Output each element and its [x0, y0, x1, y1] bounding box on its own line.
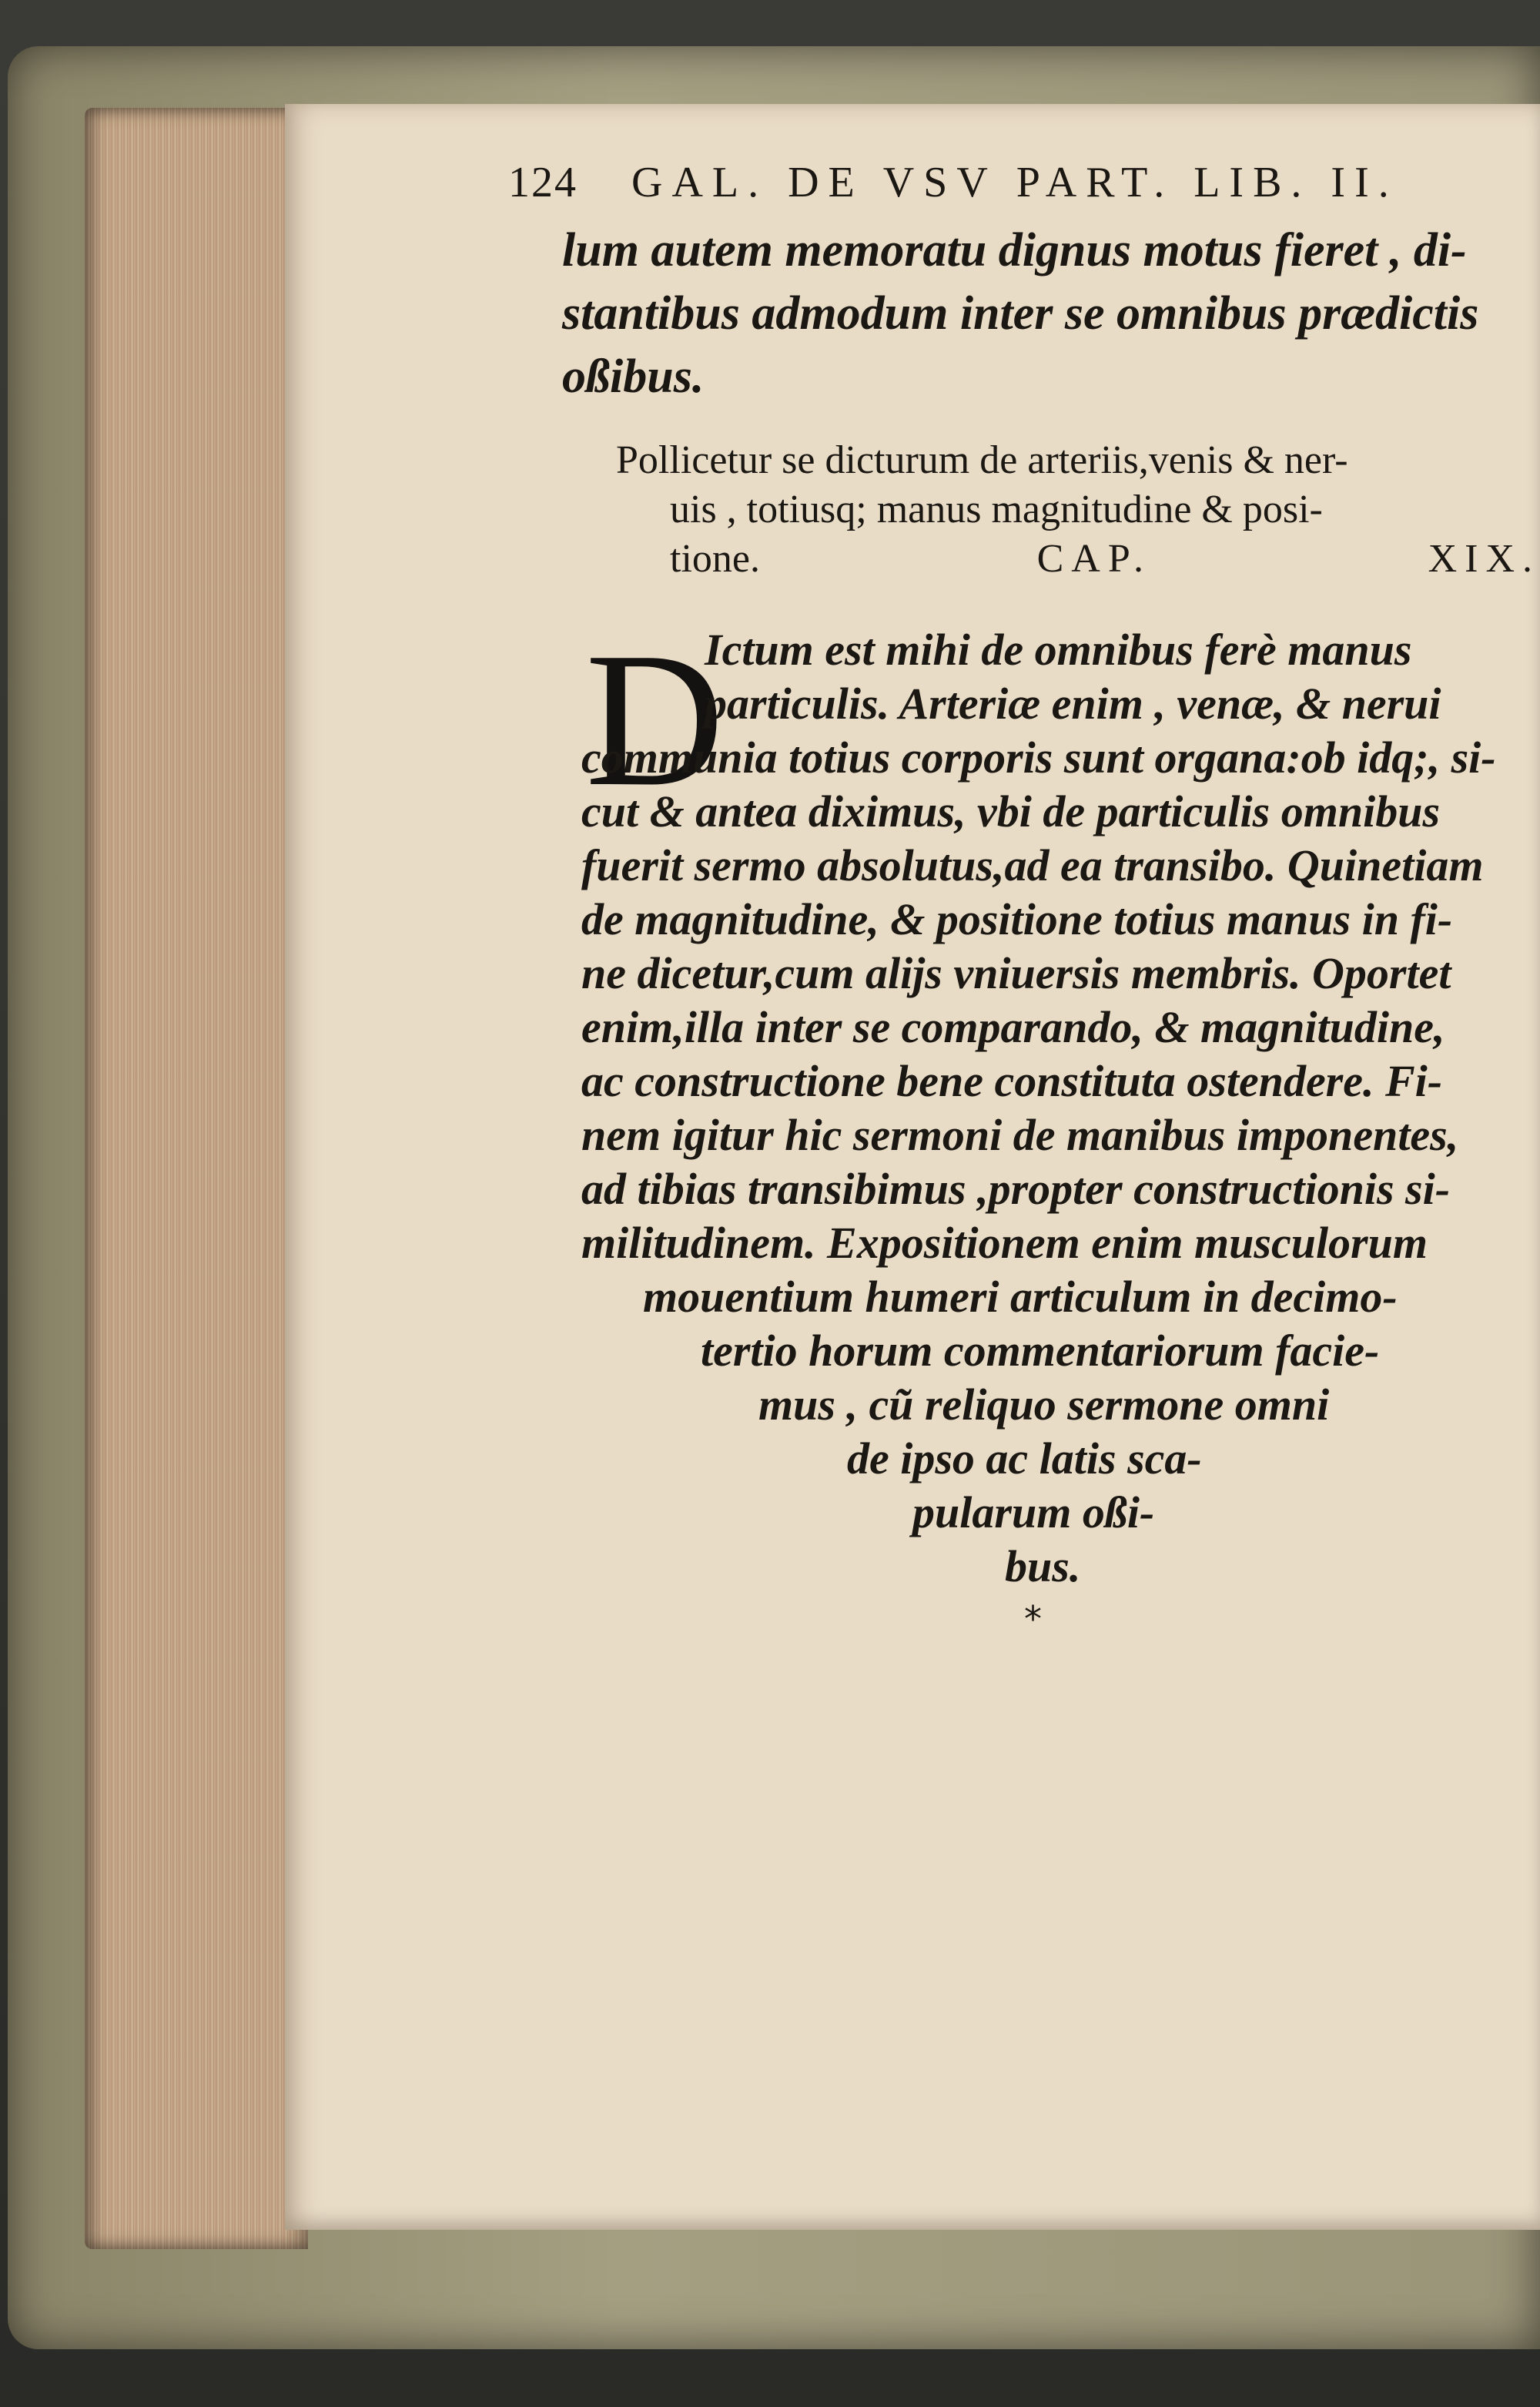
body-line: Ictum est mihi de omnibus ferè manus — [705, 625, 1412, 675]
running-title: GAL. DE VSV PART. LIB. II. — [631, 159, 1398, 206]
body-line: militudinem. Expositionem enim musculorum — [581, 1218, 1428, 1268]
body-line: ne dicetur,cum alijs vniuersis membris. Oportet — [581, 948, 1451, 998]
body-line: particulis. Arteriæ enim , venæ, & nerui — [705, 679, 1441, 729]
page-number: 124 — [508, 159, 578, 206]
body-line: mus , cũ reliquo sermone omni — [758, 1379, 1330, 1430]
end-ornament: * — [1024, 1598, 1042, 1640]
summary-last-line — [670, 536, 1540, 582]
intro-line: stantibus admodum inter se omnibus prædictis — [562, 287, 1479, 340]
body-line: cut & antea diximus, vbi de particulis omnibus — [581, 786, 1441, 836]
body-line: pularum oßi- — [912, 1487, 1155, 1537]
body-line: tertio horum commentariorum facie- — [701, 1326, 1380, 1376]
chapter-label: CAP. — [1036, 537, 1151, 581]
summary-line: uis , totiusq; manus magnitudine & posi- — [670, 488, 1323, 531]
body-line: communia totius corporis sunt organa:ob idq;, si- — [581, 732, 1496, 783]
running-header — [508, 158, 1398, 207]
body-line: de magnitudine, & positione totius manus in fi- — [581, 894, 1453, 944]
summary-line-end: tione. — [670, 537, 760, 581]
intro-line: oßibus. — [562, 350, 705, 403]
body-line: nem igitur hic sermoni de manibus imponentes, — [581, 1110, 1459, 1160]
body-line: enim,illa inter se comparando, & magnitudine, — [581, 1002, 1445, 1052]
body-line: de ipso ac latis sca- — [847, 1433, 1202, 1483]
body-line: bus. — [1005, 1541, 1081, 1591]
body-line: ac constructione bene constituta ostendere. Fi- — [581, 1056, 1443, 1106]
drop-cap: D — [585, 613, 725, 826]
page-edges — [85, 108, 308, 2249]
body-line: ad tibias transibimus ,propter constructionis si- — [581, 1164, 1451, 1214]
body-line: fuerit sermo absolutus,ad ea transibo. Quinetiam — [581, 840, 1484, 890]
body-line: mouentium humeri articulum in decimo- — [643, 1272, 1398, 1322]
chapter-number: XIX. — [1428, 537, 1540, 581]
intro-line: lum autem memoratu dignus motus fieret , di- — [562, 224, 1467, 277]
summary-line: Pollicetur se dicturum de arteriis,venis & ner- — [616, 438, 1348, 482]
